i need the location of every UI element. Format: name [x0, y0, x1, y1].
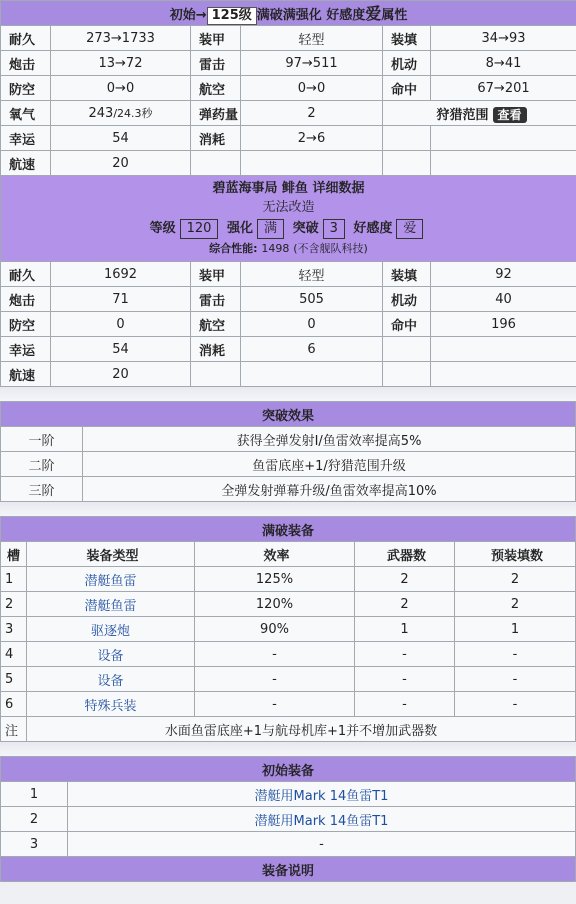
col-header: 槽: [1, 542, 27, 567]
table-row: [1, 692, 576, 717]
stat-label: 幸运: [1, 337, 51, 362]
stat-label: 消耗: [191, 337, 241, 362]
equipment-type-link[interactable]: 设备: [27, 642, 195, 667]
stat-value: 13→72: [51, 51, 191, 76]
stat-label: 氧气: [1, 101, 51, 126]
detail-settings: [1, 219, 576, 239]
limit-break-title: 突破效果: [1, 402, 576, 427]
stat-label: 耐久: [1, 26, 51, 51]
limit-break-input[interactable]: 3: [323, 219, 345, 239]
note-label: 注: [1, 717, 27, 742]
preload-count: -: [455, 642, 576, 667]
section-gap: [0, 502, 576, 516]
preload-count: -: [455, 667, 576, 692]
weapon-count: 2: [355, 567, 455, 592]
header-suffix: 满破满强化 好感度: [256, 8, 366, 23]
stat-label: 防空: [1, 312, 51, 337]
stat-value: 196: [431, 312, 576, 337]
stat-label: 装甲: [191, 262, 241, 287]
stat-value: 97→511: [241, 51, 383, 76]
efficiency: 120%: [195, 592, 355, 617]
slot-number: 1: [1, 567, 27, 592]
enhance-input[interactable]: 满: [257, 219, 284, 239]
table-row: [1, 567, 576, 592]
preload-count: 1: [455, 617, 576, 642]
header-prefix: 初始→: [169, 8, 207, 23]
stat-value: 0: [241, 312, 383, 337]
stat-label: 装甲: [191, 26, 241, 51]
col-header: 预装填数: [455, 542, 576, 567]
love-text: 爱: [365, 4, 382, 23]
header-tail: 属性: [381, 8, 408, 23]
performance-line: [1, 239, 576, 258]
stat-label: 命中: [383, 76, 431, 101]
preload-count: 2: [455, 567, 576, 592]
limit-break-row: [1, 452, 576, 477]
table-row: [1, 592, 576, 617]
efficiency: -: [195, 642, 355, 667]
weapon-count: 2: [355, 592, 455, 617]
equipment-notes-title: 装备说明: [1, 857, 576, 882]
stat-value: 273→1733: [51, 26, 191, 51]
detail-title: 碧蓝海事局 鲱鱼 详细数据: [212, 181, 365, 196]
weapon-count: -: [355, 642, 455, 667]
slot-number: 5: [1, 667, 27, 692]
weapon-count: 1: [355, 617, 455, 642]
stat-value: 6: [241, 337, 383, 362]
stat-label: 幸运: [1, 126, 51, 151]
performance-note: (不含舰队科技): [293, 242, 368, 255]
stat-value: 0: [51, 312, 191, 337]
stat-value: 40: [431, 287, 576, 312]
slot-number: 3: [1, 617, 27, 642]
equipment-link[interactable]: 潜艇用Mark 14鱼雷T1: [68, 807, 576, 832]
stat-label: 炮击: [1, 287, 51, 312]
stat-value: 505: [241, 287, 383, 312]
stat-value: 2: [241, 101, 383, 126]
col-header: 武器数: [355, 542, 455, 567]
weapon-count: -: [355, 692, 455, 717]
equipment-type-link[interactable]: 特殊兵装: [27, 692, 195, 717]
tier-effect: 获得全弹发射I/鱼雷效率提高5%: [83, 427, 576, 452]
stat-label: 航空: [191, 76, 241, 101]
stat-label: 防空: [1, 76, 51, 101]
stat-value: 1692: [51, 262, 191, 287]
equipment-table: [0, 516, 576, 742]
stat-label: 机动: [383, 287, 431, 312]
stat-label: 航空: [191, 312, 241, 337]
slot-number: 1: [1, 782, 68, 807]
stat-value: 54: [51, 126, 191, 151]
slot-number: 3: [1, 832, 68, 857]
efficiency: 90%: [195, 617, 355, 642]
table-row: [1, 717, 576, 742]
limit-break-row: [1, 427, 576, 452]
stat-label: 装填: [383, 262, 431, 287]
stat-label: 消耗: [191, 126, 241, 151]
limit-break-row: [1, 477, 576, 502]
stat-value: 67→201: [431, 76, 576, 101]
table-row: [1, 782, 576, 807]
table-row: [1, 667, 576, 692]
stat-label: 弹药量: [191, 101, 241, 126]
efficiency: -: [195, 667, 355, 692]
level-label: 等级: [149, 221, 176, 236]
tier-label: 一阶: [1, 427, 83, 452]
hunting-range-cell: [383, 101, 576, 126]
slot-number: 2: [1, 592, 27, 617]
slot-number: 4: [1, 642, 27, 667]
col-header: 效率: [195, 542, 355, 567]
stat-value: 20: [51, 151, 191, 176]
equipment-note: 水面鱼雷底座+1与航母机库+1并不增加武器数: [27, 717, 576, 742]
table-row: [1, 617, 576, 642]
hunting-range-label: 狩猎范围: [436, 107, 489, 123]
stat-value: [51, 101, 191, 126]
stat-value: 20: [51, 362, 191, 387]
stat-value: 54: [51, 337, 191, 362]
col-header: 装备类型: [27, 542, 195, 567]
equipment-type-link[interactable]: 设备: [27, 667, 195, 692]
stat-value: 34→93: [431, 26, 576, 51]
equipment-title: 满破装备: [1, 517, 576, 542]
initial-equipment-table: [0, 756, 576, 882]
tier-effect: 全弹发射弹幕升级/鱼雷效率提高10%: [83, 477, 576, 502]
stat-label: 机动: [383, 51, 431, 76]
limit-break-table: [0, 401, 576, 502]
performance-label: 综合性能:: [209, 242, 258, 255]
oxygen-sub: /24.3秒: [113, 107, 153, 120]
level-badge: 125级: [207, 7, 257, 25]
stat-label: 命中: [383, 312, 431, 337]
stat-value: 0→0: [51, 76, 191, 101]
table-row: [1, 832, 576, 857]
efficiency: -: [195, 692, 355, 717]
equipment-link[interactable]: 潜艇用Mark 14鱼雷T1: [68, 782, 576, 807]
stat-label: 航速: [1, 151, 51, 176]
efficiency: 125%: [195, 567, 355, 592]
stat-label: 耐久: [1, 262, 51, 287]
stat-value: 71: [51, 287, 191, 312]
slot-number: 6: [1, 692, 27, 717]
affinity-input[interactable]: 爱: [396, 219, 423, 239]
stat-label: 装填: [383, 26, 431, 51]
stat-value: 2→6: [241, 126, 383, 151]
table-row: [1, 642, 576, 667]
stat-value: 轻型: [241, 26, 383, 51]
preload-count: 2: [455, 592, 576, 617]
stat-label: 雷击: [191, 51, 241, 76]
limit-break-label: 突破: [292, 221, 319, 236]
stats-header-max: [1, 1, 576, 26]
weapon-count: -: [355, 667, 455, 692]
stat-value: 92: [431, 262, 576, 287]
section-gap: [0, 387, 576, 401]
affinity-label: 好感度: [353, 221, 393, 236]
section-gap: [0, 742, 576, 756]
table-row: [1, 807, 576, 832]
initial-equipment-title: 初始装备: [1, 757, 576, 782]
equipment-empty: -: [68, 832, 576, 857]
tier-label: 二阶: [1, 452, 83, 477]
view-hunting-range-button[interactable]: 查看: [493, 107, 527, 123]
equipment-type-link[interactable]: 潜艇鱼雷: [27, 592, 195, 617]
slot-number: 2: [1, 807, 68, 832]
oxygen-value: 243: [88, 106, 114, 121]
equipment-type-link[interactable]: 驱逐炮: [27, 617, 195, 642]
tier-effect: 鱼雷底座+1/狩猎范围升级: [83, 452, 576, 477]
stat-value: 轻型: [241, 262, 383, 287]
stat-label: 航速: [1, 362, 51, 387]
performance-value: 1498: [261, 242, 290, 255]
stats-table-max: [0, 0, 576, 387]
stat-value: 8→41: [431, 51, 576, 76]
stat-label: 雷击: [191, 287, 241, 312]
level-input[interactable]: 120: [180, 219, 219, 239]
detail-subtitle: 无法改造: [262, 200, 315, 215]
stat-label: 炮击: [1, 51, 51, 76]
tier-label: 三阶: [1, 477, 83, 502]
enhance-label: 强化: [227, 221, 254, 236]
stat-value: 0→0: [241, 76, 383, 101]
equipment-type-link[interactable]: 潜艇鱼雷: [27, 567, 195, 592]
detail-header: [1, 176, 576, 262]
preload-count: -: [455, 692, 576, 717]
